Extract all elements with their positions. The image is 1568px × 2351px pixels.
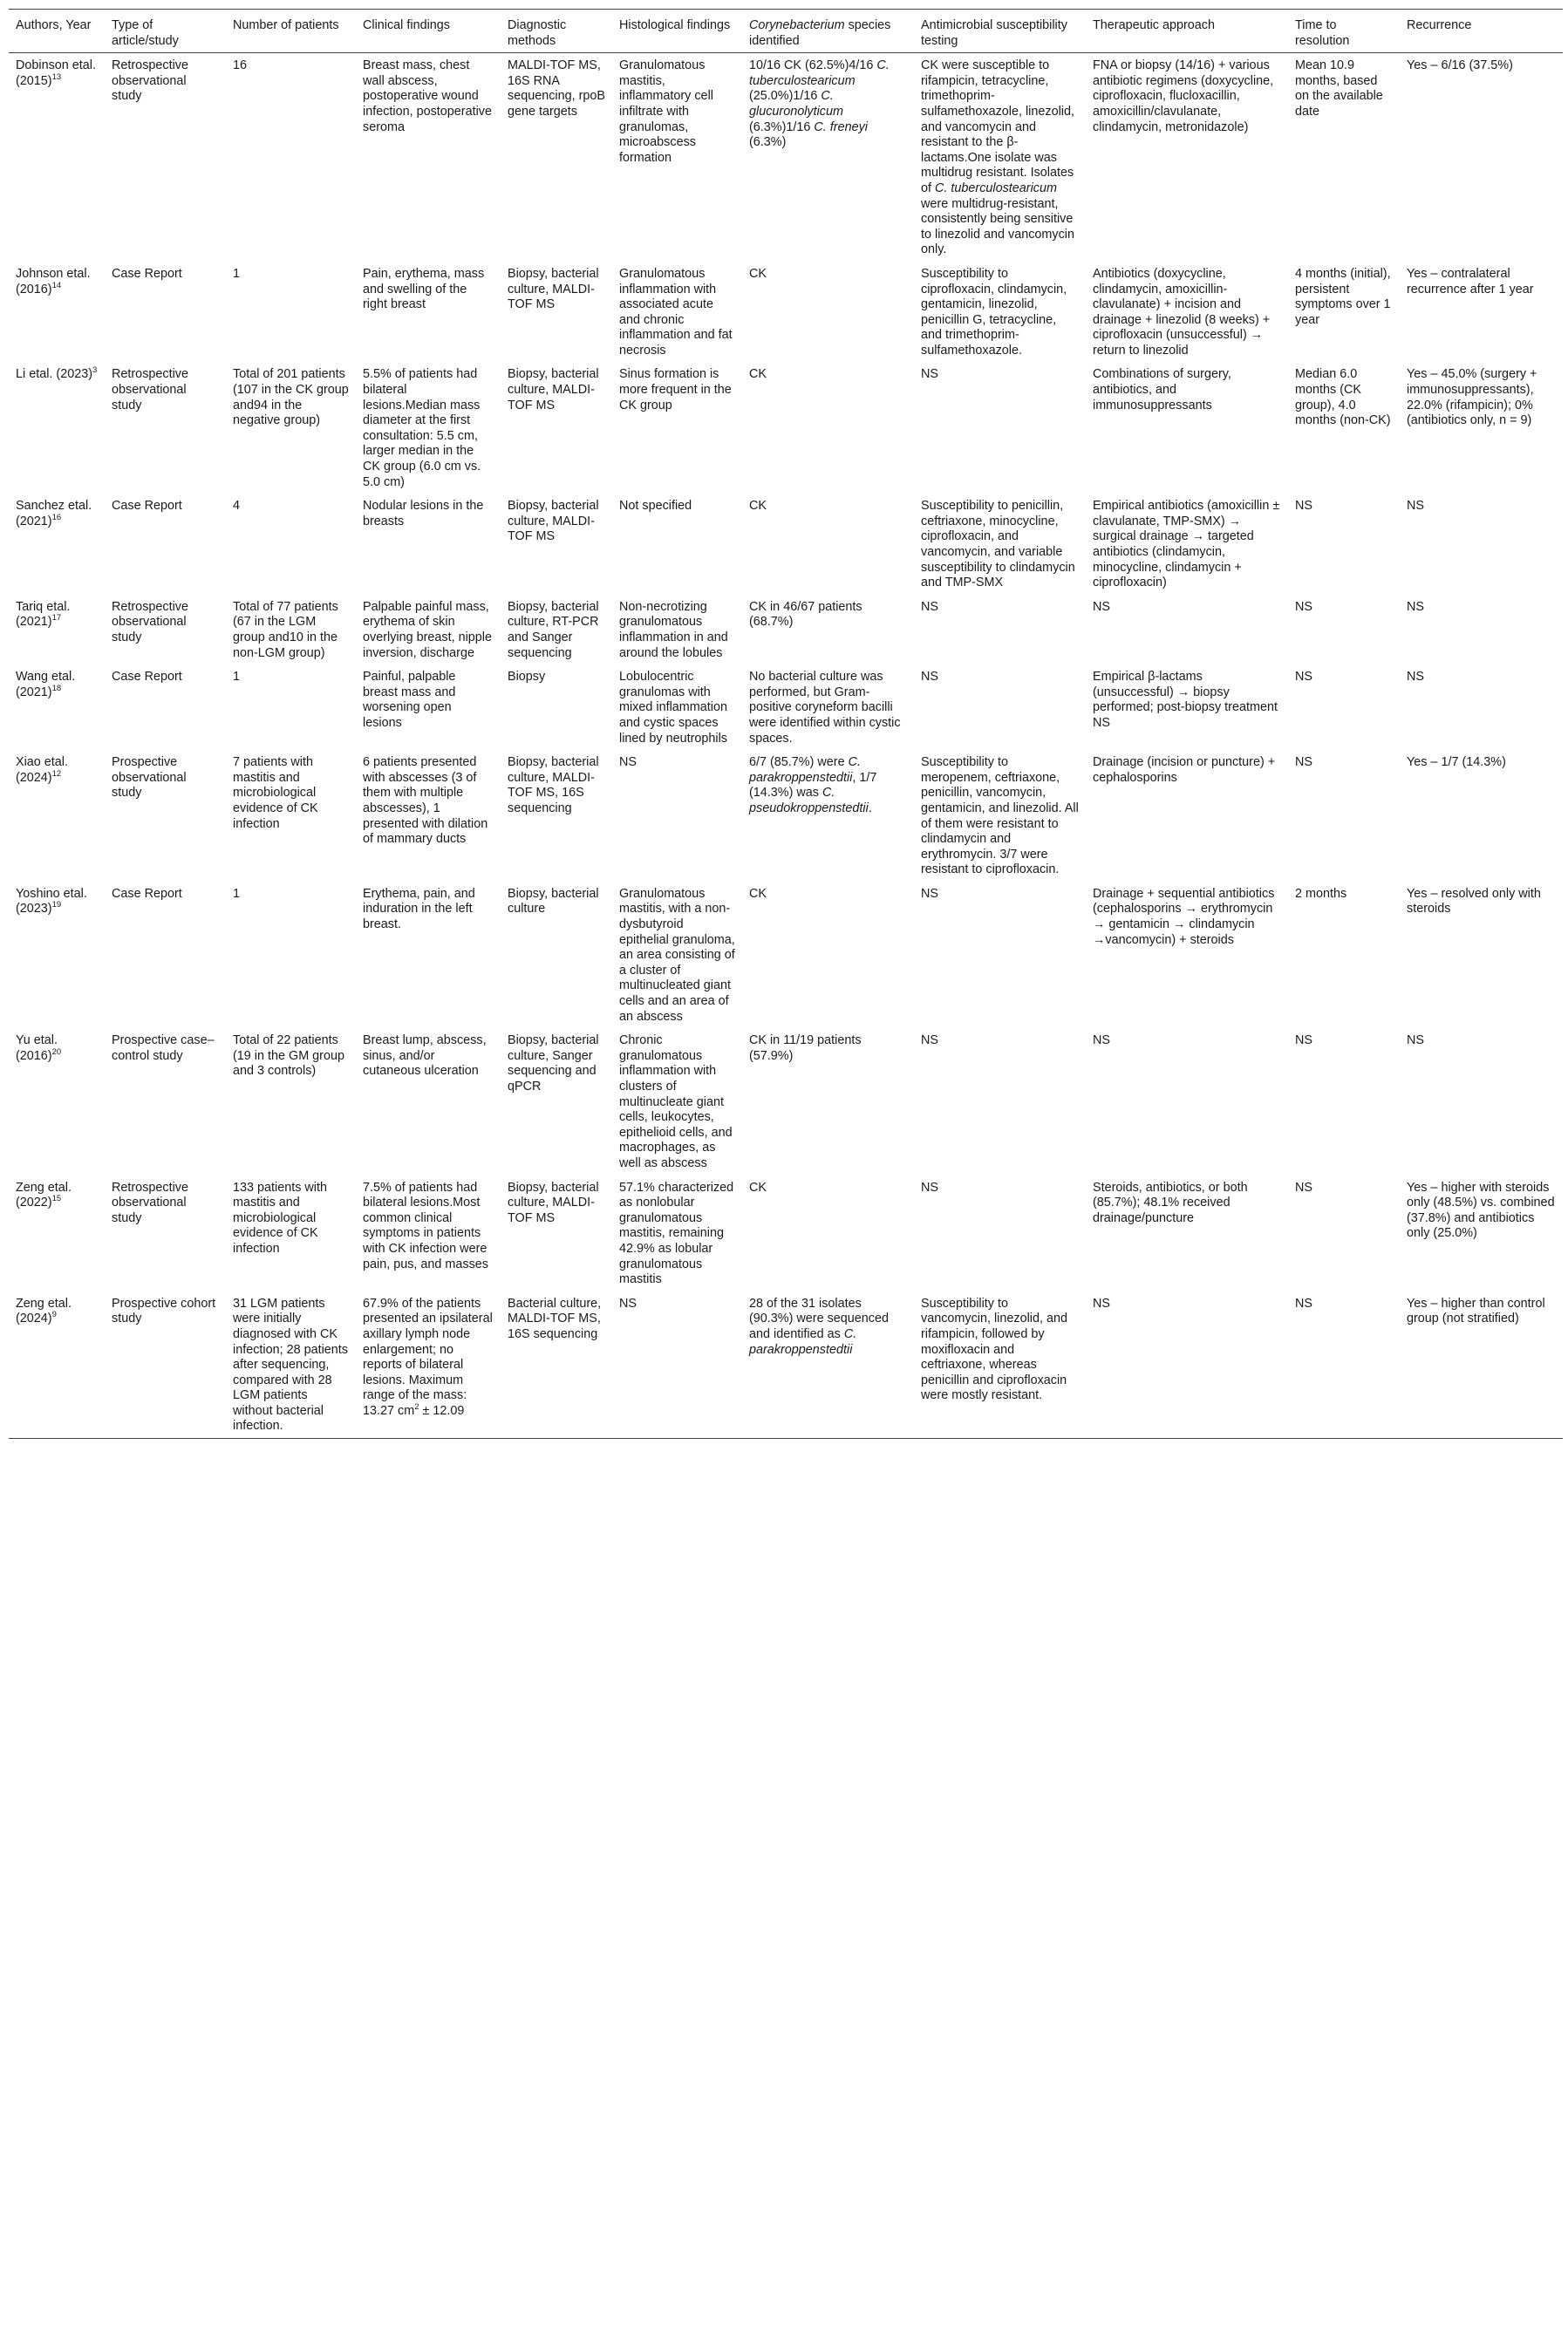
cell-author [9, 494, 105, 595]
cell-clinical: Pain, erythema, mass and swelling of the right breast [363, 266, 485, 312]
cell-clinical: Erythema, pain, and induration in the left breast. [363, 886, 475, 932]
header-patients: Number of patients [233, 18, 339, 32]
cell-patients: Total of 22 patients (19 in the GM group and 3 controls) [233, 1033, 344, 1079]
cell-species: 6/7 (85.7%) were C. parakroppenstedtii, 1/7 (14.3%) was C. pseudokroppenstedtii. [749, 755, 877, 815]
header-species-rest: species identified [749, 18, 891, 48]
cell-susceptibility: Susceptibility to ciprofloxacin, clindamycin, gentamicin, linezolid, penicillin G, tetracycline, and trimethoprim-sulfamethoxazole. [921, 266, 1067, 358]
cell-histology: Lobulocentric granulomas with mixed inflammation and cystic spaces lined by neutrophils [619, 670, 727, 746]
reference-number: 15 [51, 1194, 62, 1204]
cell-recurrence: NS [1407, 499, 1424, 514]
cell-diagnostic: Biopsy, bacterial culture, Sanger sequencing and qPCR [508, 1033, 599, 1094]
cell-type: Retrospective observational study [112, 1180, 188, 1225]
cell-clinical: 6 patients presented with abscesses (3 of them with multiple abscesses), 1 presented with dilation of mammary ducts [363, 755, 488, 847]
header-clinical: Clinical findings [363, 18, 450, 32]
table-row [9, 1291, 1563, 1439]
cell-time: NS [1295, 1033, 1312, 1048]
author-text: Dobinson etal. (2015) [16, 58, 97, 88]
studies-table [9, 9, 1563, 1439]
cell-diagnostic: Bacterial culture, MALDI-TOF MS, 16S sequencing [508, 1296, 602, 1341]
header-histology: Histological findings [619, 18, 731, 32]
cell-recurrence: Yes – resolved only with steroids [1407, 886, 1541, 917]
author-text: Li etal. (2023) [16, 367, 92, 382]
cell-species: CK [749, 1180, 767, 1195]
cell-therapy: NS [1093, 1033, 1110, 1048]
cell-patients: Total of 77 patients (67 in the LGM group and10 in the non-LGM group) [233, 599, 338, 660]
cell-clinical: 67.9% of the patients presented an ipsilateral axillary lymph node enlargement; no reports of bilateral lesions. Maximum range of the mass: 13.27 $cm^2 \pm 12.09$ [363, 1296, 493, 1418]
table-row [9, 1028, 1563, 1175]
author-text: Zeng etal. (2024) [16, 1296, 72, 1326]
cell-patients: 1 [233, 670, 241, 685]
cell-type: Case Report [112, 670, 182, 685]
reference-number: 19 [51, 900, 62, 910]
cell-time: NS [1295, 670, 1312, 685]
table-row [9, 53, 1563, 262]
cell-recurrence: Yes – contralateral recurrence after 1 year [1407, 266, 1534, 296]
cell-author [9, 1291, 105, 1439]
cell-author [9, 595, 105, 664]
author-text: Xiao etal. (2024) [16, 755, 69, 785]
cell-author [9, 882, 105, 1028]
cell-clinical: 5.5% of patients had bilateral lesions.Median mass diameter at the first consultation: 5.5 cm, larger median in the CK group (6.0 cm vs. 5.0 cm) [363, 367, 481, 489]
cell-time: NS [1295, 499, 1312, 514]
cell-recurrence: Yes – higher than control group (not stratified) [1407, 1296, 1545, 1326]
cell-patients: 7 patients with mastitis and microbiological evidence of CK infection [233, 755, 318, 831]
table-row [9, 750, 1563, 882]
cell-diagnostic: Biopsy [508, 670, 546, 685]
cell-type: Case Report [112, 499, 182, 514]
cell-susceptibility: NS [921, 1180, 938, 1195]
table-row [9, 494, 1563, 595]
cell-author [9, 1176, 105, 1291]
cell-therapy: Drainage (incision or puncture) + cephalosporins [1093, 755, 1276, 785]
cell-histology: Sinus formation is more frequent in the CK group [619, 367, 732, 412]
cell-species: CK [749, 367, 767, 382]
reference-number: 3 [92, 365, 98, 376]
cell-therapy: Empirical antibiotics (amoxicillin ± clavulanate, TMP-SMX) → surgical drainage → targeted antibiotics (clindamycin, minocycline, clindamycin + ciprofloxacin) [1093, 499, 1280, 590]
cell-recurrence: NS [1407, 670, 1424, 685]
header-species [742, 10, 914, 53]
cell-histology: NS [619, 755, 637, 770]
cell-histology: Non-necrotizing granulomatous inflammation in and around the lobules [619, 599, 728, 660]
cell-susceptibility: NS [921, 367, 938, 382]
cell-susceptibility: NS [921, 886, 938, 901]
cell-patients: 16 [233, 58, 248, 73]
cell-species: 28 of the 31 isolates (90.3%) were sequenced and identified as C. parakroppenstedtii [749, 1296, 889, 1357]
cell-author [9, 1028, 105, 1175]
cell-therapy: NS [1093, 599, 1110, 614]
table-row [9, 595, 1563, 664]
cell-type: Retrospective observational study [112, 367, 188, 412]
reference-number: 20 [51, 1047, 62, 1058]
header-time: Time to resolution [1295, 18, 1350, 48]
cell-clinical: 7.5% of patients had bilateral lesions.Most common clinical symptoms in patients with CK infection were pain, pus, and masses [363, 1180, 488, 1271]
cell-time: NS [1295, 599, 1312, 614]
table-body [9, 53, 1563, 1439]
cell-author [9, 750, 105, 882]
cell-susceptibility: Susceptibility to meropenem, ceftriaxone, penicillin, vancomycin, gentamicin, and linezolid. All of them were resistant to clindamycin and erythromycin. 3/7 were resistant to ciprofloxacin. [921, 755, 1079, 877]
cell-time: 4 months (initial), persistent symptoms over 1 year [1295, 266, 1391, 327]
cell-species: CK [749, 266, 767, 281]
cell-type: Retrospective observational study [112, 58, 188, 104]
header-susceptibility: Antimicrobial susceptibility testing [921, 18, 1067, 48]
cell-recurrence: Yes – higher with steroids only (48.5%) vs. combined (37.8%) and antibiotics only (25.0%) [1407, 1180, 1555, 1241]
reference-number: 14 [51, 280, 62, 290]
cell-diagnostic: Biopsy, bacterial culture [508, 886, 599, 917]
cell-therapy: Drainage + sequential antibiotics (cephalosporins → erythromycin → gentamicin → clindamycin →vancomycin) + steroids [1093, 886, 1275, 947]
header-diagnostic: Diagnostic methods [508, 18, 567, 48]
cell-recurrence: Yes – 1/7 (14.3%) [1407, 755, 1506, 770]
cell-histology: 57.1% characterized as nonlobular granulomatous mastitis, remaining 42.9% as lobular granulomatous mastitis [619, 1180, 734, 1287]
author-text: Yu etal. (2016) [16, 1033, 58, 1063]
cell-diagnostic: Biopsy, bacterial culture, MALDI-TOF MS, 16S sequencing [508, 755, 599, 815]
reference-number: 18 [51, 683, 62, 693]
cell-time: Mean 10.9 months, based on the available date [1295, 58, 1383, 119]
reference-number: 16 [51, 513, 62, 523]
cell-time: Median 6.0 months (CK group), 4.0 months (non-CK) [1295, 367, 1391, 428]
author-text: Zeng etal. (2022) [16, 1180, 72, 1210]
cell-time: NS [1295, 1296, 1312, 1311]
cell-species: 10/16 CK (62.5%)4/16 C. tuberculostearicum (25.0%)1/16 C. glucuronolyticum (6.3%)1/16 C. freneyi (6.3%) [749, 58, 890, 150]
table-row [9, 664, 1563, 750]
cell-diagnostic: Biopsy, bacterial culture, MALDI-TOF MS [508, 1180, 599, 1225]
cell-time: 2 months [1295, 886, 1347, 901]
cell-therapy: NS [1093, 1296, 1110, 1311]
cell-type: Case Report [112, 886, 182, 901]
cell-histology: Chronic granulomatous inflammation with clusters of multinucleate giant cells, leukocytes, epithelioid cells, and macrophages, as well as abscess [619, 1033, 733, 1170]
cell-author [9, 664, 105, 750]
cell-clinical: Breast mass, chest wall abscess, postoperative wound infection, postoperative seroma [363, 58, 492, 134]
cell-diagnostic: Biopsy, bacterial culture, RT-PCR and Sanger sequencing [508, 599, 599, 660]
header-therapy: Therapeutic approach [1093, 18, 1215, 32]
cell-recurrence: NS [1407, 1033, 1424, 1048]
cell-therapy: FNA or biopsy (14/16) + various antibiotic regimens (doxycycline, ciprofloxacin, flucloxacillin, amoxicillin/clavulanate, clindamycin, metronidazole) [1093, 58, 1274, 134]
author-text: Sanchez etal. (2021) [16, 499, 92, 528]
author-text: Tariq etal. (2021) [16, 599, 71, 630]
table-row [9, 262, 1563, 363]
cell-recurrence: Yes – 45.0% (surgery + immunosuppressants), 22.0% (rifampicin); 0% (antibiotics only, n = 9) [1407, 367, 1537, 428]
author-text: Yoshino etal. (2023) [16, 886, 87, 917]
cell-type: Prospective cohort study [112, 1296, 216, 1326]
cell-author [9, 53, 105, 262]
cell-histology: Granulomatous mastitis, inflammatory cell infiltrate with granulomas, microabscess formation [619, 58, 713, 165]
reference-number: 17 [51, 613, 62, 624]
cell-species: CK [749, 499, 767, 514]
reference-number: 12 [51, 768, 62, 779]
cell-patients: 4 [233, 499, 241, 514]
cell-susceptibility: NS [921, 599, 938, 614]
header-type: Type of article/study [112, 18, 179, 48]
cell-susceptibility: Susceptibility to penicillin, ceftriaxone, minocycline, ciprofloxacin, and vancomycin, and variable susceptibility to clindamycin and TMP-SMX [921, 499, 1075, 590]
cell-histology: Not specified [619, 499, 692, 514]
cell-clinical: Nodular lesions in the breasts [363, 499, 484, 528]
cell-time: NS [1295, 1180, 1312, 1195]
cell-patients: 31 LGM patients were initially diagnosed with CK infection; 28 patients after sequencing, compared with 28 LGM patients without bacterial infection. [233, 1296, 349, 1434]
cell-clinical: Breast lump, abscess, sinus, and/or cutaneous ulceration [363, 1033, 487, 1079]
cell-therapy: Steroids, antibiotics, or both (85.7%); 48.1% received drainage/puncture [1093, 1180, 1248, 1225]
table-row [9, 362, 1563, 494]
cell-patients: 133 patients with mastitis and microbiological evidence of CK infection [233, 1180, 328, 1256]
cell-diagnostic: MALDI-TOF MS, 16S RNA sequencing, rpoB gene targets [508, 58, 606, 119]
cell-type: Case Report [112, 266, 182, 281]
cell-time: NS [1295, 755, 1312, 770]
reference-number: 13 [51, 72, 62, 82]
cell-recurrence: Yes – 6/16 (37.5%) [1407, 58, 1513, 73]
reference-number: 9 [51, 1310, 57, 1320]
cell-patients: 1 [233, 886, 241, 901]
header-recurrence: Recurrence [1407, 18, 1472, 32]
author-text: Wang etal. (2021) [16, 670, 76, 699]
cell-susceptibility: NS [921, 1033, 938, 1048]
header-row [9, 10, 1563, 53]
cell-therapy: Antibiotics (doxycycline, clindamycin, amoxicillin-clavulanate) + incision and drainage + linezolid (8 weeks) + ciprofloxacin (unsuccessful) → return to linezolid [1093, 266, 1271, 358]
cell-diagnostic: Biopsy, bacterial culture, MALDI-TOF MS [508, 266, 599, 312]
table-row [9, 1176, 1563, 1291]
author-text: Johnson etal. (2016) [16, 266, 91, 296]
cell-diagnostic: Biopsy, bacterial culture, MALDI-TOF MS [508, 367, 599, 412]
cell-species: CK [749, 886, 767, 901]
table-row [9, 882, 1563, 1028]
cell-species: CK in 11/19 patients (57.9%) [749, 1033, 862, 1063]
header-authors: Authors, Year [16, 18, 92, 32]
cell-susceptibility: Susceptibility to vancomycin, linezolid, and rifampicin, followed by moxifloxacin and ceftriaxone, whereas penicillin and ciprofloxacin were mostly resistant. [921, 1296, 1067, 1403]
cell-clinical: Palpable painful mass, erythema of skin overlying breast, nipple inversion, discharge [363, 599, 492, 660]
cell-patients: 1 [233, 266, 241, 281]
cell-author [9, 362, 105, 494]
table-page [9, 9, 1563, 1439]
cell-susceptibility: NS [921, 670, 938, 685]
cell-therapy: Combinations of surgery, antibiotics, and immunosuppressants [1093, 367, 1231, 412]
cell-diagnostic: Biopsy, bacterial culture, MALDI-TOF MS [508, 499, 599, 544]
cell-type: Prospective observational study [112, 755, 187, 801]
cell-susceptibility: CK were susceptible to rifampicin, tetracycline, trimethoprim-sulfamethoxazole, linezolid, and vancomycin and resistant to the β-lactams.One isolate was multidrug resistant. Isolates of C. tuberculostearicum were multidrug-resistant, consistently being sensitive to linezolid and vancomycin only. [921, 58, 1074, 257]
cell-type: Retrospective observational study [112, 599, 188, 644]
header-species-genus: Corynebacterium [749, 18, 845, 32]
cell-therapy: Empirical β-lactams (unsuccessful) → biopsy performed; post-biopsy treatment NS [1093, 670, 1278, 730]
cell-histology: NS [619, 1296, 637, 1311]
cell-histology: Granulomatous inflammation with associated acute and chronic inflammation and fat necrosis [619, 266, 733, 358]
cell-clinical: Painful, palpable breast mass and worsening open lesions [363, 670, 456, 730]
cell-patients: Total of 201 patients (107 in the CK group and94 in the negative group) [233, 367, 349, 428]
cell-species: CK in 46/67 patients (68.7%) [749, 599, 862, 630]
cell-histology: Granulomatous mastitis, with a non-dysbutyroid epithelial granuloma, an area consisting of a cluster of multinucleated giant cells and an area of an abscess [619, 886, 735, 1024]
cell-type: Prospective case–control study [112, 1033, 215, 1063]
cell-recurrence: NS [1407, 599, 1424, 614]
cell-author [9, 262, 105, 363]
cell-species: No bacterial culture was performed, but Gram-positive coryneform bacilli were identified within cystic spaces. [749, 670, 901, 746]
